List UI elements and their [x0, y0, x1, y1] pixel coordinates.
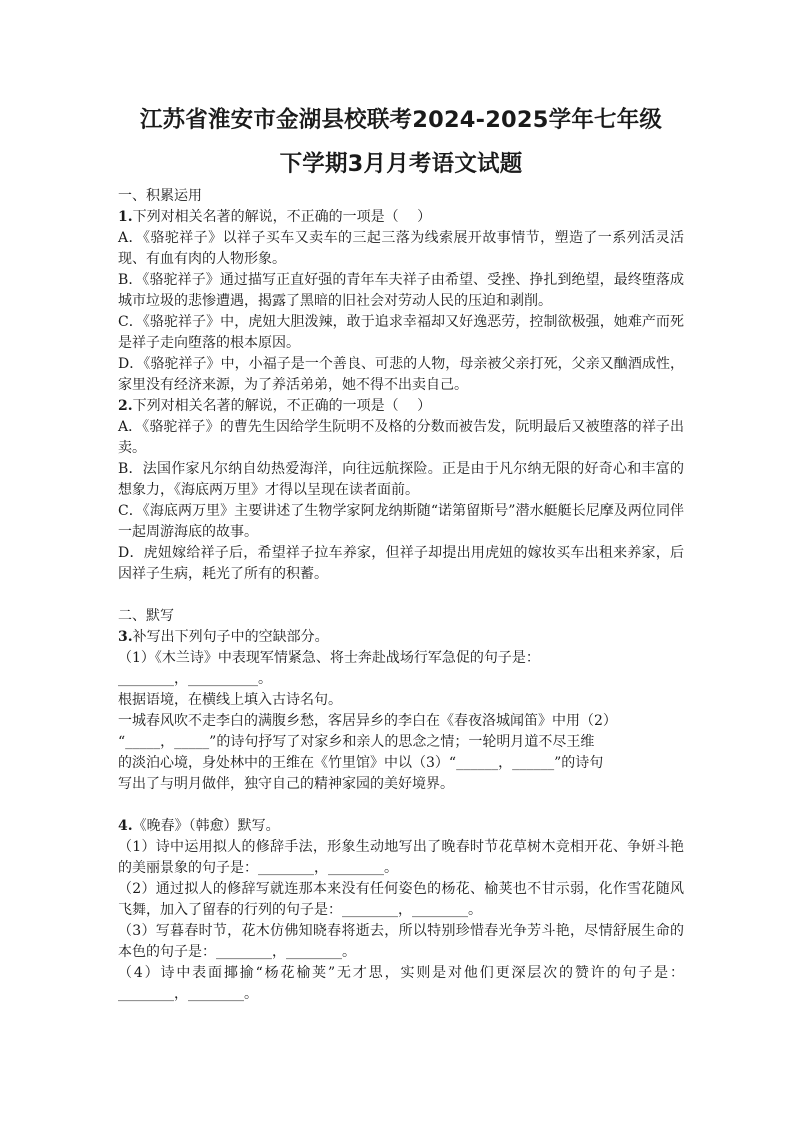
q2-option-b: B．法国作家凡尔纳自幼热爱海洋，向往远航探险。正是由于凡尔纳无限的好奇心和丰富的想象力，《海底两万里》才得以呈现在读者面前。	[118, 461, 684, 498]
question-number: 2.	[118, 398, 133, 414]
q3-passage-line-3: 的淡泊心境，身处林中的王维在《竹里馆》中以（3）“______，______”的诗句	[118, 755, 604, 771]
q3-passage-line-2: “_____，_____”的诗句抒写了对家乡和亲人的思念之情；一轮明月道不尽王维	[118, 734, 595, 750]
q2-option-d: D．虎妞嫁给祥子后，希望祥子拉车养家，但祥子却提出用虎妞的嫁妆买车出租来养家，后因祥子生病，耗光了所有的积蓄。	[118, 545, 684, 582]
q1-option-a: A．《骆驼祥子》以祥子买车又卖车的三起三落为线索展开故事情节，塑造了一系列活灵活现、有血有肉的人物形象。	[118, 230, 684, 267]
question-number: 3.	[118, 629, 133, 645]
q1-option-c: C．《骆驼祥子》中，虎妞大胆泼辣，敢于追求幸福却又好逸恶劳，控制欲极强，她难产而死是祥子走向堕落的根本原因。	[118, 314, 684, 351]
question-text: 下列对相关名著的解说，不正确的一项是（ ）	[132, 209, 432, 225]
question-4-stem	[118, 816, 684, 837]
section-heading-1: 一、积累运用	[118, 188, 202, 204]
section-heading-2: 二、默写	[118, 608, 174, 624]
q1-option-d: D．《骆驼祥子》中，小福子是一个善良、可悲的人物，母亲被父亲打死，父亲又酗酒成性，家里没有经济来源，为了养活弟弟，她不得不出卖自己。	[118, 356, 684, 393]
q3-sub-1: （1）《木兰诗》中表现军情紧急、将士奔赴战场行军急促的句子是：	[118, 650, 540, 666]
q3-passage-line-4: 写出了与明月做伴，独守自己的精神家园的美好境界。	[118, 776, 454, 792]
exam-page	[118, 98, 684, 1005]
q3-passage-line-1: 一城春风吹不走李白的满腹乡愁，客居异乡的李白在《春夜洛城闻笛》中用（2）	[118, 713, 617, 729]
q3-instruction: 根据语境，在横线上填入古诗名句。	[118, 692, 342, 708]
title-line-2: 下学期3月月考语文试题	[279, 151, 523, 177]
q2-option-c: C．《海底两万里》主要讲述了生物学家阿龙纳斯随“诺第留斯号”潜水艇艇长尼摩及两位同伴一起周游海底的故事。	[118, 503, 684, 540]
q4-item-1: （1）诗中运用拟人的修辞手法，形象生动地写出了晚春时节花草树木竞相开花、争妍斗艳的美丽景象的句子是：________，________。	[118, 839, 684, 876]
question-number: 4.	[118, 818, 133, 834]
spacer	[118, 585, 684, 606]
question-1-stem	[118, 207, 684, 228]
question-text: 《晚春》（韩愈）默写。	[132, 818, 280, 834]
q4-item-4: （4）诗中表面揶揄“杨花榆荚”无才思，实则是对他们更深层次的赞许的句子是：________，________。	[118, 965, 684, 1002]
q1-option-b: B．《骆驼祥子》通过描写正直好强的青年车夫祥子由希望、受挫、挣扎到绝望，最终堕落成城市垃圾的悲惨遭遇，揭露了黑暗的旧社会对劳动人民的压迫和剥削。	[118, 272, 684, 309]
question-text: 补写出下列句子中的空缺部分。	[132, 629, 329, 645]
q3-sub-1-blanks: ________，__________。	[118, 671, 272, 687]
question-3-stem	[118, 627, 684, 648]
question-number: 1.	[118, 209, 133, 225]
question-2-stem	[118, 396, 684, 417]
spacer	[118, 795, 684, 816]
title-line-1: 江苏省淮安市金湖县校联考2024-2025学年七年级	[139, 107, 663, 133]
question-text: 下列对相关名著的解说，不正确的一项是（ ）	[132, 398, 432, 414]
q2-option-a: A．《骆驼祥子》的曹先生因给学生阮明不及格的分数而被告发，阮明最后又被堕落的祥子出卖。	[118, 419, 684, 456]
q4-item-3: （3）写暮春时节，花木仿佛知晓春将逝去，所以特别珍惜春光争芳斗艳，尽情舒展生命的本色的句子是：________，________。	[118, 923, 684, 960]
q4-item-2: （2）通过拟人的修辞写就连那本来没有任何姿色的杨花、榆荚也不甘示弱，化作雪花随风飞舞，加入了留春的行列的句子是：________，________。	[118, 881, 684, 918]
